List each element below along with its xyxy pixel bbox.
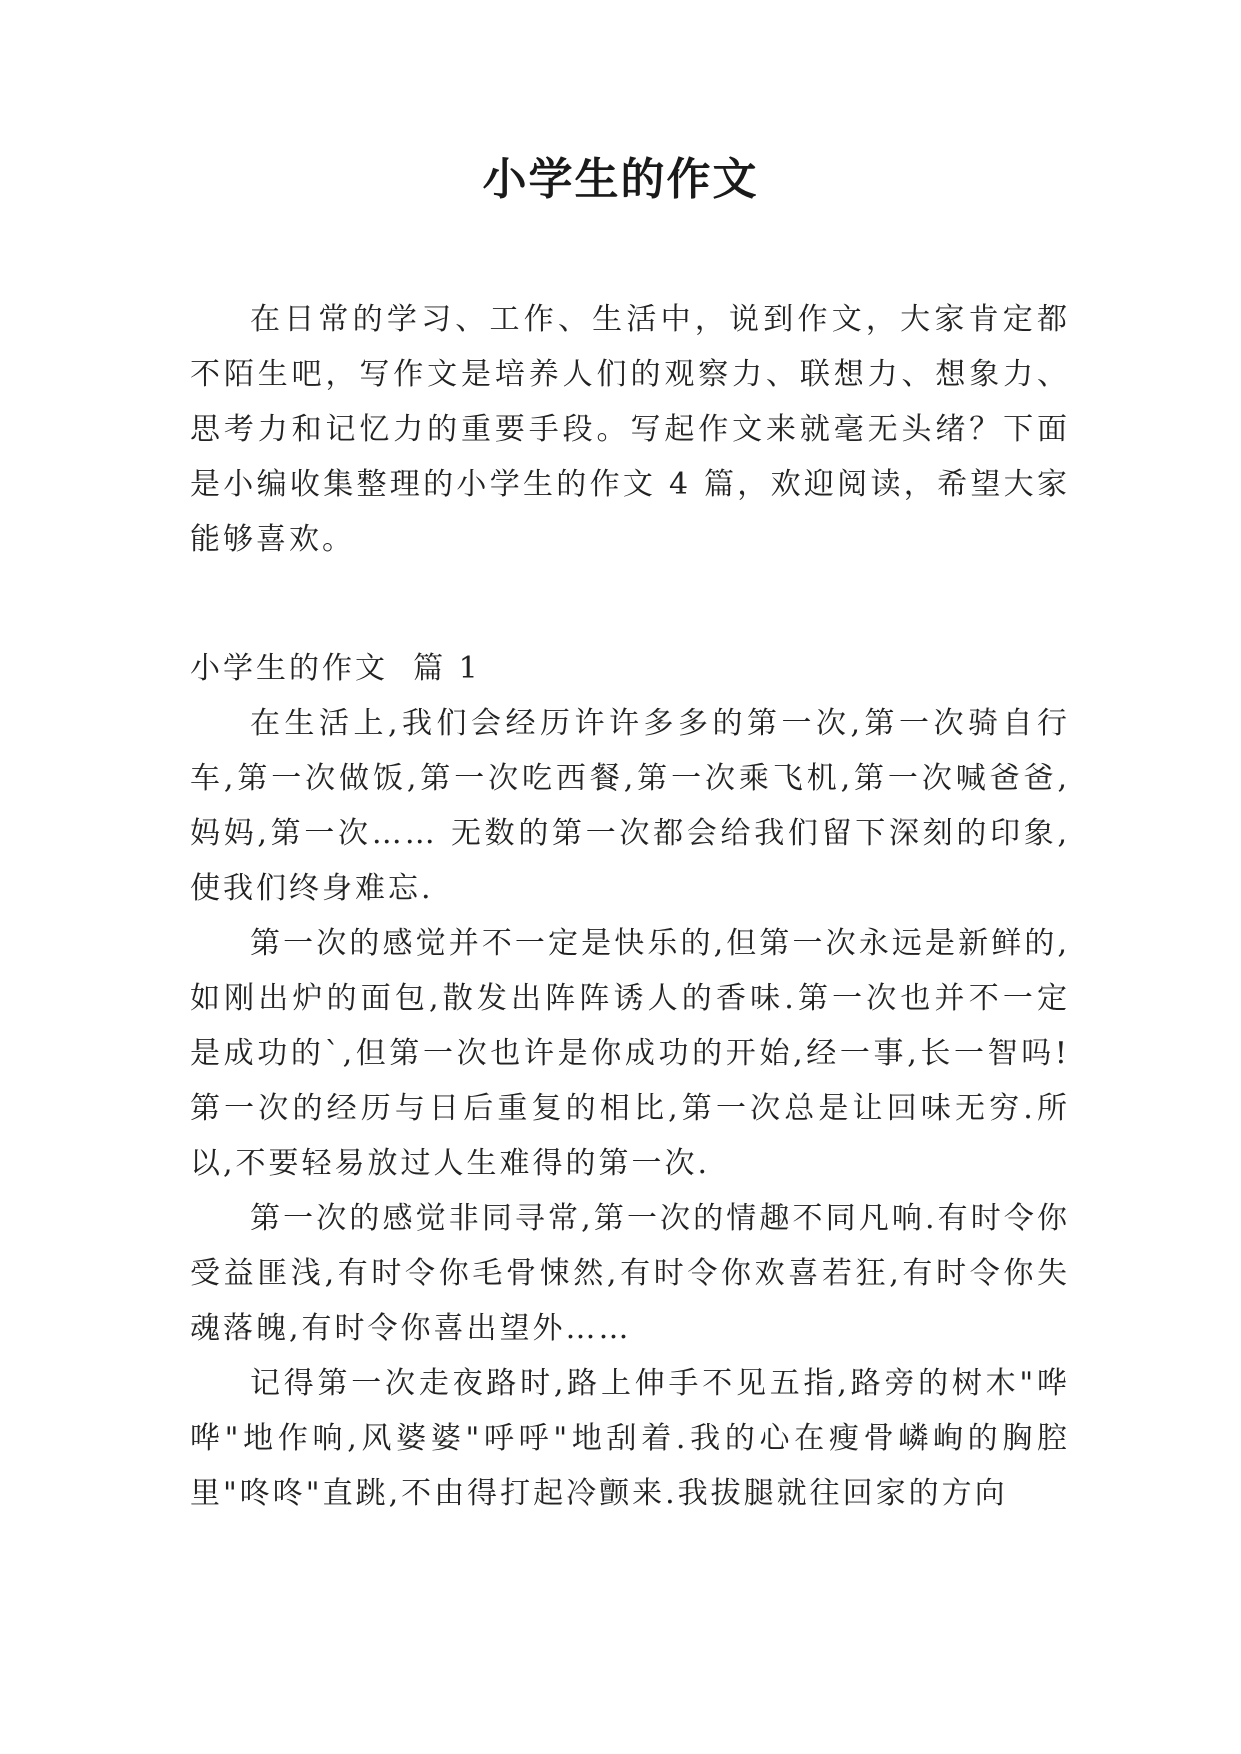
body-paragraph: 记得第一次走夜路时,路上伸手不见五指,路旁的树木"哗哗"地作响,风婆婆"呼呼"地刮着.我的心在瘦骨嶙峋的胸腔里"咚咚"直跳,不由得打起冷颤来.我拔腿就往回家的方向 xyxy=(190,1366,1070,1511)
body-paragraph: 在生活上,我们会经历许许多多的第一次,第一次骑自行车,第一次做饭,第一次吃西餐,第一次乘飞机,第一次喊爸爸,妈妈,第一次…… 无数的第一次都会给我们留下深刻的印象,使我们终身难忘. xyxy=(190,706,1070,906)
body-paragraph: 第一次的感觉并不一定是快乐的,但第一次永远是新鲜的,如刚出炉的面包,散发出阵阵诱人的香味.第一次也并不一定是成功的`,但第一次也许是你成功的开始,经一事,长一智吗!第一次的经历与日后重复的相比,第一次总是让回味无穷.所以,不要轻易放过人生难得的第一次. xyxy=(190,926,1070,1181)
document-title: 小学生的作文 xyxy=(482,154,759,205)
body-paragraph: 第一次的感觉非同寻常,第一次的情趣不同凡响.有时令你受益匪浅,有时令你毛骨悚然,有时令你欢喜若狂,有时令你失魂落魄,有时令你喜出望外…… xyxy=(190,1201,1070,1346)
document-body xyxy=(190,292,1070,1521)
intro-paragraph: 在日常的学习、工作、生活中，说到作文，大家肯定都不陌生吧，写作文是培养人们的观察力、联想力、想象力、思考力和记忆力的重要手段。写起作文来就毫无头绪？下面是小编收集整理的小学生的作文 4 篇，欢迎阅读，希望大家能够喜欢。 xyxy=(190,302,1070,557)
section-heading: 小学生的作文 篇 1 xyxy=(190,651,481,686)
